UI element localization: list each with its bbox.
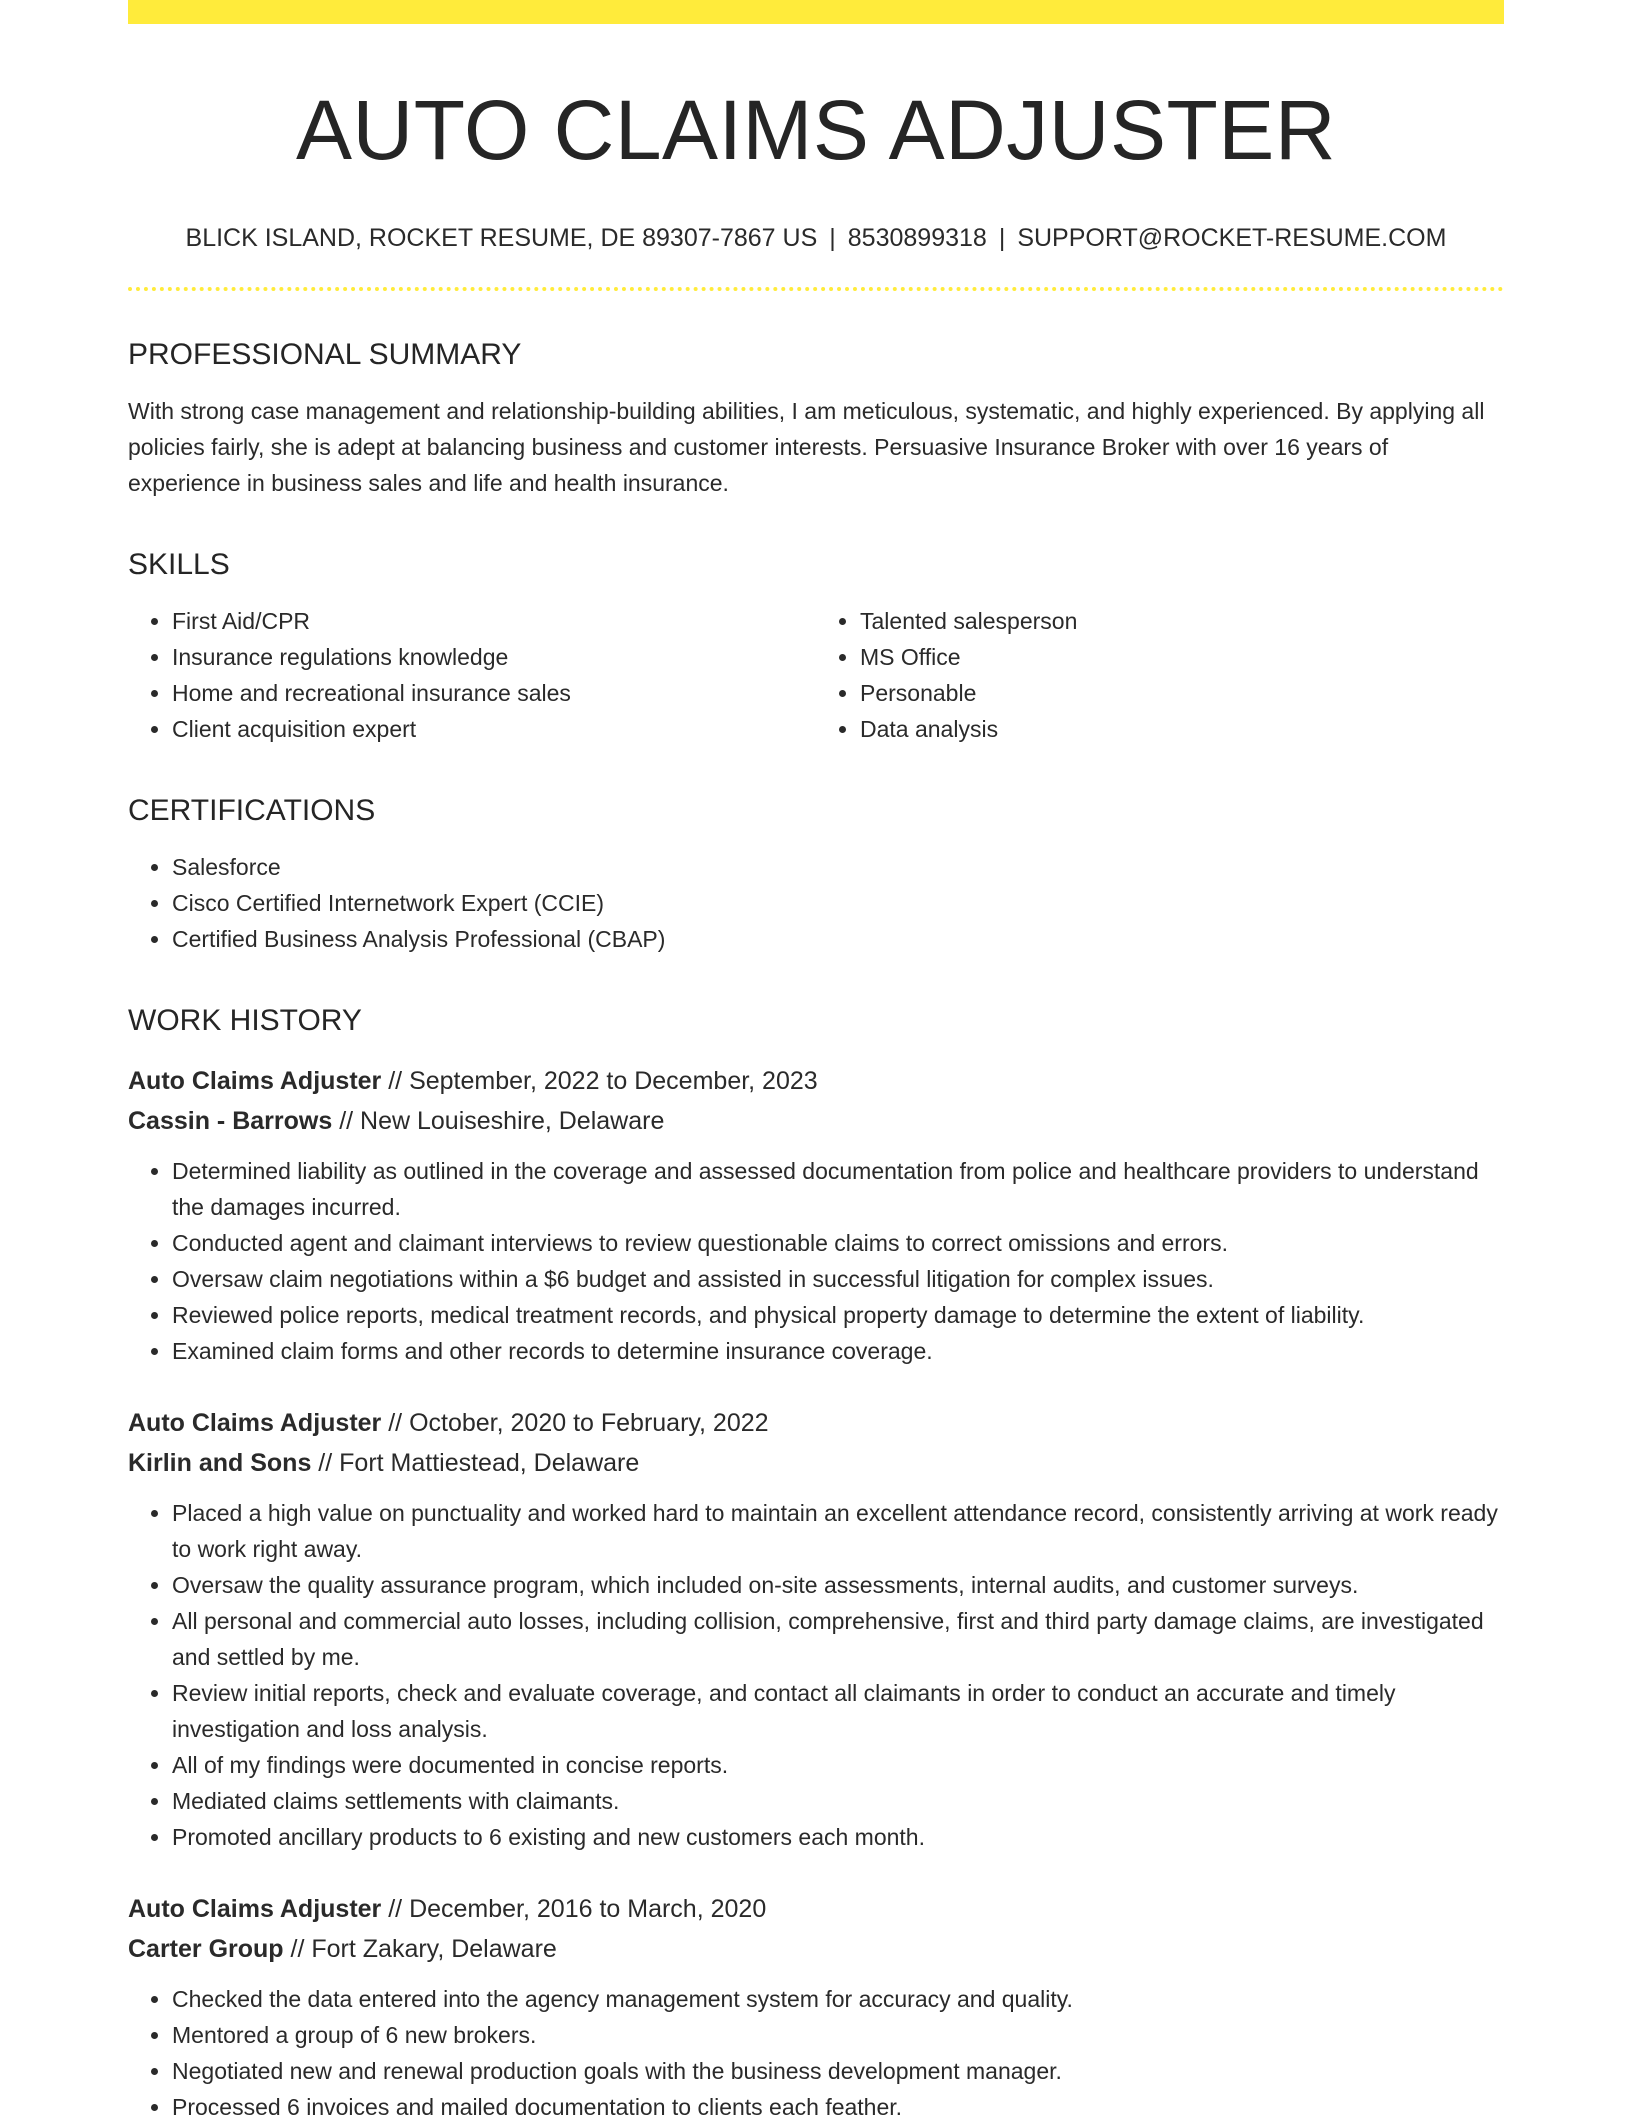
job-entry xyxy=(128,1403,1504,1855)
contact-separator: | xyxy=(829,223,836,252)
job-company: Carter Group xyxy=(128,1934,284,1963)
certifications-list xyxy=(128,849,1504,957)
contact-phone: 8530899318 xyxy=(847,223,987,252)
job-entry xyxy=(128,1061,1504,1369)
job-title: Auto Claims Adjuster xyxy=(128,1066,382,1095)
job-bullet: • Negotiated new and renewal production goals with the business development manager. xyxy=(172,2053,1504,2089)
skill-item: • First Aid/CPR xyxy=(172,603,816,639)
job-bullet: • Reviewed police reports, medical treatment records, and physical property damage to determine the extent of liability. xyxy=(172,1297,1504,1333)
job-bullet: • Conducted agent and claimant interviews to review questionable claims to correct omissions and errors. xyxy=(172,1225,1504,1261)
job-bullet: • Examined claim forms and other records to determine insurance coverage. xyxy=(172,1333,1504,1369)
job-location: // Fort Zakary, Delaware xyxy=(283,1934,557,1963)
job-location: // Fort Mattiestead, Delaware xyxy=(311,1448,640,1477)
job-bullet: • Oversaw the quality assurance program, which included on-site assessments, internal audits, and customer surveys. xyxy=(172,1567,1504,1603)
job-bullet: • Mediated claims settlements with claimants. xyxy=(172,1783,1504,1819)
job-dates: // October, 2020 to February, 2022 xyxy=(381,1408,769,1437)
certifications-section xyxy=(128,793,1504,957)
certifications-heading: CERTIFICATIONS xyxy=(128,793,376,827)
job-bullet: • Mentored a group of 6 new brokers. xyxy=(172,2017,1504,2053)
certification-item: • Cisco Certified Internetwork Expert (CCIE) xyxy=(172,885,1504,921)
skills-heading: SKILLS xyxy=(128,547,230,581)
skill-item: • MS Office xyxy=(860,639,1504,675)
job-company-line xyxy=(128,1101,1504,1141)
job-title-line xyxy=(128,1889,1504,1929)
summary-section xyxy=(128,337,1504,501)
work-history-heading: WORK HISTORY xyxy=(128,1003,362,1037)
job-bullet: • All of my findings were documented in concise reports. xyxy=(172,1747,1504,1783)
contact-address: BLICK ISLAND, ROCKET RESUME, DE 89307-7867 US xyxy=(185,223,818,252)
job-bullet: • Processed 6 invoices and mailed documentation to clients each feather. xyxy=(172,2089,1504,2125)
job-dates: // September, 2022 to December, 2023 xyxy=(381,1066,818,1095)
job-bullets xyxy=(128,1981,1504,2125)
skill-item: • Insurance regulations knowledge xyxy=(172,639,816,675)
job-title: Auto Claims Adjuster xyxy=(128,1894,382,1923)
resume-title: AUTO CLAIMS ADJUSTER xyxy=(296,83,1336,177)
job-company: Kirlin and Sons xyxy=(128,1448,312,1477)
job-company: Cassin - Barrows xyxy=(128,1106,333,1135)
job-bullet: • Review initial reports, check and evaluate coverage, and contact all claimants in order to conduct an accurate and timely investigation and loss analysis. xyxy=(172,1675,1504,1747)
top-accent-bar xyxy=(128,0,1504,24)
skill-item: • Talented salesperson xyxy=(860,603,1504,639)
summary-heading: PROFESSIONAL SUMMARY xyxy=(128,337,522,371)
skills-section xyxy=(128,547,1504,747)
job-location: // New Louiseshire, Delaware xyxy=(332,1106,665,1135)
job-bullet: • Checked the data entered into the agency management system for accuracy and quality. xyxy=(172,1981,1504,2017)
summary-text: With strong case management and relationship-building abilities, I am meticulous, systematic, and highly experienced. By applying all policies fairly, she is adept at balancing business and customer interests. Persuasive Insurance Broker with over 16 years of experience in business sales and life and health insurance. xyxy=(128,397,1485,496)
contact-email: SUPPORT@ROCKET-RESUME.COM xyxy=(1017,223,1447,252)
skill-item: • Data analysis xyxy=(860,711,1504,747)
dotted-divider xyxy=(128,287,1504,291)
job-company-line xyxy=(128,1443,1504,1483)
job-bullet: • All personal and commercial auto losses, including collision, comprehensive, first and third party damage claims, are investigated and settled by me. xyxy=(172,1603,1504,1675)
skills-right-list xyxy=(816,603,1504,747)
certification-item: • Certified Business Analysis Professional (CBAP) xyxy=(172,921,1504,957)
certification-item: • Salesforce xyxy=(172,849,1504,885)
skill-item: • Client acquisition expert xyxy=(172,711,816,747)
job-bullets xyxy=(128,1153,1504,1369)
contact-line xyxy=(128,223,1504,253)
job-bullet: • Placed a high value on punctuality and worked hard to maintain an excellent attendance record, consistently arriving at work ready to work right away. xyxy=(172,1495,1504,1567)
job-entry xyxy=(128,1889,1504,2125)
skills-columns xyxy=(128,603,1504,747)
job-title-line xyxy=(128,1403,1504,1443)
contact-separator: | xyxy=(998,223,1006,252)
work-history-section xyxy=(128,1003,1504,2125)
resume-page xyxy=(128,0,1504,2125)
job-bullets xyxy=(128,1495,1504,1855)
job-bullet: • Oversaw claim negotiations within a $6 budget and assisted in successful litigation for complex issues. xyxy=(172,1261,1504,1297)
skill-item: • Personable xyxy=(860,675,1504,711)
job-dates: // December, 2016 to March, 2020 xyxy=(381,1894,767,1923)
job-title: Auto Claims Adjuster xyxy=(128,1408,382,1437)
job-company-line xyxy=(128,1929,1504,1969)
job-title-line xyxy=(128,1061,1504,1101)
skills-left-list xyxy=(128,603,816,747)
skill-item: • Home and recreational insurance sales xyxy=(172,675,816,711)
job-bullet: • Promoted ancillary products to 6 existing and new customers each month. xyxy=(172,1819,1504,1855)
job-bullet: • Determined liability as outlined in the coverage and assessed documentation from police and healthcare providers to understand the damages incurred. xyxy=(172,1153,1504,1225)
